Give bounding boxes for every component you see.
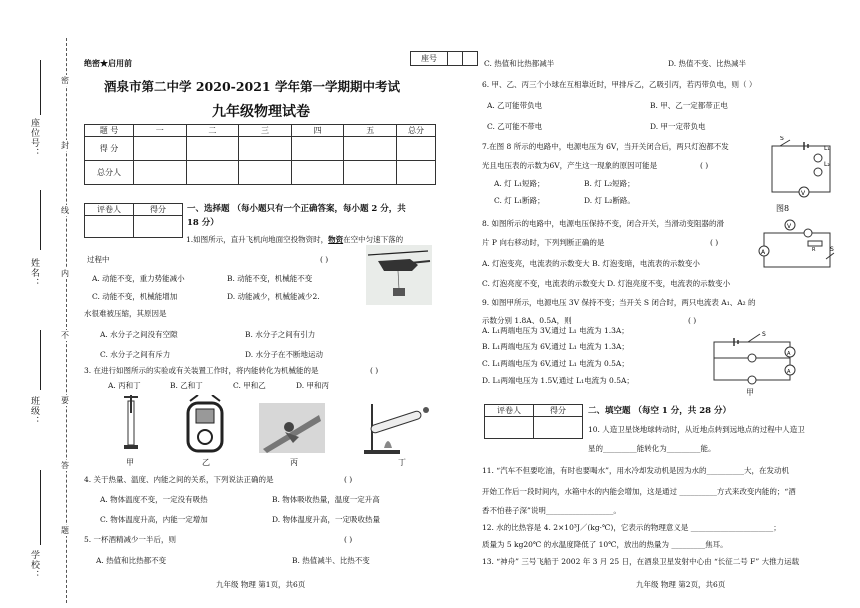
seat-number-cell[interactable] — [448, 52, 463, 66]
section2-title: 二、填空题 （每空 1 分，共 28 分） — [588, 406, 732, 416]
cylinder-base — [124, 445, 138, 449]
reviewer-label: 评卷人 — [485, 405, 534, 417]
q3-figure-jia — [116, 395, 146, 457]
footer-left: 九年级 物理 第1页，共6页 — [216, 580, 306, 589]
lamp-l2-symbol: L₂ — [824, 161, 830, 168]
q8-circuit — [756, 219, 838, 274]
score-table-header: 五 — [344, 125, 397, 137]
seal-word: 封 — [61, 141, 69, 150]
q9-answer-blank[interactable]: ( ) — [688, 316, 697, 325]
q4-option-b[interactable]: B. 物体吸收热量，温度一定升高 — [272, 495, 380, 504]
q10-line2: 星的_________能转化为_________能。 — [588, 444, 716, 453]
score-cell[interactable] — [239, 161, 292, 185]
switch-symbol: S — [780, 136, 784, 142]
q1-answer-blank[interactable]: ( ) — [320, 255, 329, 264]
q3-label-bing: 丙 — [290, 458, 298, 467]
q8-option-cd[interactable]: C. 灯泡亮度不变，电流表的示数变大 D. 灯泡亮度不变，电流表的示数变小 — [482, 279, 731, 288]
lamp-l1 — [748, 354, 756, 362]
q3-figure-ding — [362, 398, 434, 456]
stand-base — [364, 450, 400, 454]
seal-word: 线 — [61, 206, 69, 215]
seal-line — [66, 38, 67, 603]
q8-text: 8. 如图所示的电路中，电源电压保持不变，闭合开关，当滑动变阻器的滑 — [482, 219, 725, 228]
q11-line2: 开始工作后一段时间内，水箱中水的内能会增加，这是通过 __________方式来改变内能的；“酒 — [482, 487, 796, 496]
ammeter-symbol: A — [787, 351, 791, 357]
q9-circuit — [708, 328, 798, 390]
q9-figure-label: 甲 — [746, 388, 754, 397]
score-row-label: 总分人 — [85, 161, 134, 185]
q6-option-d[interactable]: D. 甲一定带负电 — [650, 122, 706, 131]
circuit-wire — [764, 233, 830, 267]
score-cell[interactable] — [291, 137, 344, 161]
lamp-l1 — [814, 154, 822, 162]
q4-option-a[interactable]: A. 物体温度不变，一定没有吸热 — [100, 495, 208, 504]
q8-option-ab[interactable]: A. 灯泡变亮，电流表的示数变大 B. 灯泡变暗，电流表的示数变小 — [482, 259, 700, 268]
q1-text: 1.如图所示，直升飞机向地面空投物资时， — [186, 235, 329, 244]
q3-text: 3. 在进行如图所示的实验或有关装置工作时，将内能转化为机械能的是 — [84, 366, 319, 375]
reviewer-cell[interactable] — [485, 417, 534, 439]
score-row-label: 得 分 — [85, 137, 134, 161]
school-line — [40, 470, 41, 545]
switch-s — [748, 334, 760, 342]
q3-figure-yi — [178, 395, 232, 457]
q3-label-yi: 乙 — [202, 458, 210, 467]
q4-option-d[interactable]: D. 物体温度升高，一定吸收热量 — [272, 515, 381, 524]
flame — [384, 441, 392, 448]
seal-word: 不 — [61, 331, 69, 340]
q5-text: 5. 一杯酒精减少一半后，则 — [84, 535, 177, 544]
q2-option-b[interactable]: B. 水分子之间有引力 — [245, 330, 316, 339]
q5-option-d[interactable]: D. 热值不变、比热减半 — [668, 59, 747, 68]
secret-label: 绝密★启用前 — [84, 58, 132, 68]
question-1 — [186, 235, 403, 245]
switch-symbol: S — [762, 331, 766, 338]
score-cell[interactable] — [134, 161, 187, 185]
score-table-header: 四 — [291, 125, 344, 137]
q10-text: 10. 人造卫星饶地球转动时，从近地点转到远地点的过程中人造卫 — [588, 425, 805, 434]
q2-option-a[interactable]: A. 水分子之间没有空隙 — [100, 330, 178, 339]
q3-option-d[interactable]: D. 甲和丙 — [296, 381, 330, 390]
figure-8-circuit — [766, 136, 836, 204]
q6-text: 6. 甲、乙、丙三个小球在互相靠近时，甲排斥乙，乙吸引丙，若丙带负电，则（ ） — [482, 80, 757, 89]
q9-line2: 示数分别 1.8A、0.5A，则 — [482, 316, 572, 325]
reviewer-cell[interactable] — [85, 216, 134, 238]
q1-option-b[interactable]: B. 动能不变，机械能不变 — [227, 274, 313, 283]
engine-piston — [196, 409, 214, 423]
figure-8-label: 图8 — [776, 204, 790, 213]
seat-label: 座位号： — [29, 118, 39, 158]
score-cell[interactable] — [134, 137, 187, 161]
score-cell[interactable] — [186, 137, 239, 161]
q5-option-a[interactable]: A. 热值和比热都不变 — [96, 556, 167, 565]
score-cell[interactable] — [291, 161, 344, 185]
cargo-box — [393, 288, 405, 296]
score-cell[interactable] — [344, 161, 397, 185]
section1-title: 一、选择题 （每小题只有一个正确答案，每小题 2 分，共 — [187, 204, 406, 214]
ammeter-symbol: A — [761, 249, 766, 256]
q9-option-d[interactable]: D. L₁两端电压为 1.5V,通过 L₁电流为 0.5A； — [482, 376, 634, 385]
q3-option-a[interactable]: A. 丙和丁 — [108, 381, 141, 390]
q7-answer-blank[interactable]: ( ) — [700, 161, 709, 170]
score-cell[interactable] — [344, 137, 397, 161]
q3-answer-blank[interactable]: ( ) — [370, 366, 379, 375]
school-label: 学校： — [29, 550, 39, 580]
q12-text: 12. 水的比热容是 4. 2×10³J／(kg·℃)，它表示的物理意义是 ______________________； — [482, 523, 781, 532]
reviewer-label: 评卷人 — [85, 204, 134, 216]
q11-text: 11. “汽车不但要吃油，有时也要喝水”，用水冷却发动机是因为水的__________大，在发动机 — [482, 466, 789, 475]
lamp-l1-symbol: L₁ — [824, 145, 830, 152]
q4-option-c[interactable]: C. 物体温度升高，内能一定增加 — [100, 515, 208, 524]
q6-option-a[interactable]: A. 乙可能带负电 — [487, 101, 543, 110]
exam-title: 九年级物理试卷 — [212, 104, 310, 120]
rheostat — [808, 241, 822, 246]
q5-option-b[interactable]: B. 热值减半、比热不变 — [292, 556, 370, 565]
q7-option-a[interactable]: A. 灯 L₁短路； — [494, 179, 545, 188]
q9-option-b[interactable]: B. L₁两端电压为 6V,通过 L₁ 电流为 1.3A； — [482, 342, 629, 351]
score-cell[interactable] — [239, 137, 292, 161]
section1-title-2: 18 分） — [187, 218, 219, 228]
voltmeter-symbol: V — [801, 190, 806, 197]
name-line — [40, 190, 41, 250]
score-table-header: 总分 — [397, 125, 436, 137]
child-head — [284, 422, 294, 432]
class-label: 班级： — [29, 396, 39, 426]
seal-word: 密 — [61, 76, 69, 85]
q1-highlight: 物资 — [328, 235, 344, 244]
seat-number-label: 座号 — [411, 52, 448, 66]
q2-option-d[interactable]: D. 水分子在不断地运动 — [245, 350, 324, 359]
q7-option-d[interactable]: D. 灯 L₂断路。 — [584, 196, 635, 205]
q3-option-b[interactable]: B. 乙和丁 — [170, 381, 203, 390]
valve-right — [212, 395, 220, 401]
valve-left — [190, 395, 198, 401]
switch-symbol: S — [830, 246, 834, 253]
voltmeter-symbol: V — [787, 223, 792, 230]
ammeter-symbol: A — [787, 369, 791, 375]
score-table-header: 一 — [134, 125, 187, 137]
score-table-header: 题 号 — [85, 125, 134, 137]
q7-text: 7.在图 8 所示的电路中，电源电压为 6V，当开关闭合后，两只灯泡都不发 — [482, 142, 729, 151]
lamp-l2 — [814, 168, 822, 176]
q1-option-c[interactable]: C. 动能不变，机械能增加 — [92, 292, 178, 301]
grader-box-2 — [484, 404, 583, 439]
score-label: 得分 — [134, 204, 183, 216]
score-table-header: 三 — [239, 125, 292, 137]
footer-right: 九年级 物理 第2页，共6页 — [636, 580, 726, 589]
q11-line3: 香不怕巷子深”说明__________________。 — [482, 506, 621, 515]
q5-option-c[interactable]: C. 热值和比热都减半 — [484, 59, 555, 68]
class-line — [40, 330, 41, 390]
score-table — [84, 124, 436, 185]
q12-line2: 质量为 5 kg20℃ 的水温度降低了 10℃，放出的热量为 _________焦耳。 — [482, 540, 728, 549]
seal-word: 答 — [61, 461, 69, 470]
school-title: 酒泉市第二中学 2020-2021 学年第一学期期中考试 — [104, 79, 400, 94]
q9-option-c[interactable]: C. L₁两端电压为 6V,通过 L₁ 电流为 0.5A； — [482, 359, 629, 368]
q4-text: 4. 关于热量、温度、内能之间的关系，下列说法正确的是 — [84, 475, 274, 484]
q3-option-c[interactable]: C. 甲和乙 — [233, 381, 266, 390]
q1-option-d[interactable]: D. 动能减少，机械能减少2. — [227, 292, 320, 301]
score-cell[interactable] — [397, 137, 436, 161]
seat-line — [40, 60, 41, 115]
lamp-l2 — [748, 376, 756, 384]
seal-word: 内 — [61, 269, 69, 278]
test-tube — [370, 410, 422, 434]
q7-line2: 光且电压表的示数为6V，产生这一现象的原因可能是 — [482, 161, 658, 170]
helicopter-body — [378, 259, 418, 271]
q3-figure-bing — [259, 403, 325, 453]
q7-option-b[interactable]: B. 灯 L₂短路； — [584, 179, 635, 188]
q7-option-c[interactable]: C. 灯 L₁断路； — [494, 196, 545, 205]
q3-label-jia: 甲 — [126, 458, 134, 467]
score-table-header: 二 — [186, 125, 239, 137]
q3-label-ding: 丁 — [398, 458, 406, 467]
q2-option-c[interactable]: C. 水分子之间有斥力 — [100, 350, 171, 359]
seal-word: 要 — [61, 396, 69, 405]
score-cell[interactable] — [134, 216, 183, 238]
score-cell[interactable] — [186, 161, 239, 185]
helicopter-figure — [366, 245, 432, 305]
q1-text-tail: 在空中匀速下落的 — [343, 235, 404, 244]
seat-number-cell[interactable] — [463, 52, 478, 66]
q13-text: 13. “神舟” 三号飞船于 2002 年 3 月 25 日，在酒泉卫星发射中心由 “长征二号 F” 大推力运载 — [482, 557, 800, 566]
q4-answer-blank[interactable]: ( ) — [344, 475, 353, 484]
q6-option-c[interactable]: C. 乙可能不带电 — [487, 122, 543, 131]
grader-box-1 — [84, 203, 183, 238]
score-label: 得分 — [534, 405, 583, 417]
q5-answer-blank[interactable]: ( ) — [344, 535, 353, 544]
seal-word: 题 — [61, 526, 69, 535]
score-cell[interactable] — [397, 161, 436, 185]
q2-text: 水很难被压缩，其原因是 — [84, 309, 167, 318]
q9-option-a[interactable]: A. L₁两端电压为 3V,通过 L₁ 电流为 1.3A； — [482, 326, 629, 335]
crankshaft — [198, 430, 212, 444]
q6-option-b[interactable]: B. 甲、乙一定都带正电 — [650, 101, 728, 110]
score-cell[interactable] — [534, 417, 583, 439]
lamp — [804, 229, 812, 237]
name-label: 姓名： — [29, 258, 39, 288]
q8-line2: 片 P 向右移动时，下列判断正确的是 — [482, 238, 605, 247]
seat-number-box — [410, 51, 478, 66]
cork — [423, 407, 429, 413]
q1-line2: 过程中 — [87, 255, 110, 264]
q1-option-a[interactable]: A. 动能不变，重力势能减小 — [92, 274, 185, 283]
q9-text: 9. 如图甲所示，电源电压 3V 保持不变；当开关 S 闭合时，两只电流表 A₁、A₂ 的 — [482, 298, 756, 307]
rheostat-symbol: R — [812, 247, 816, 253]
q8-answer-blank[interactable]: ( ) — [710, 238, 719, 247]
